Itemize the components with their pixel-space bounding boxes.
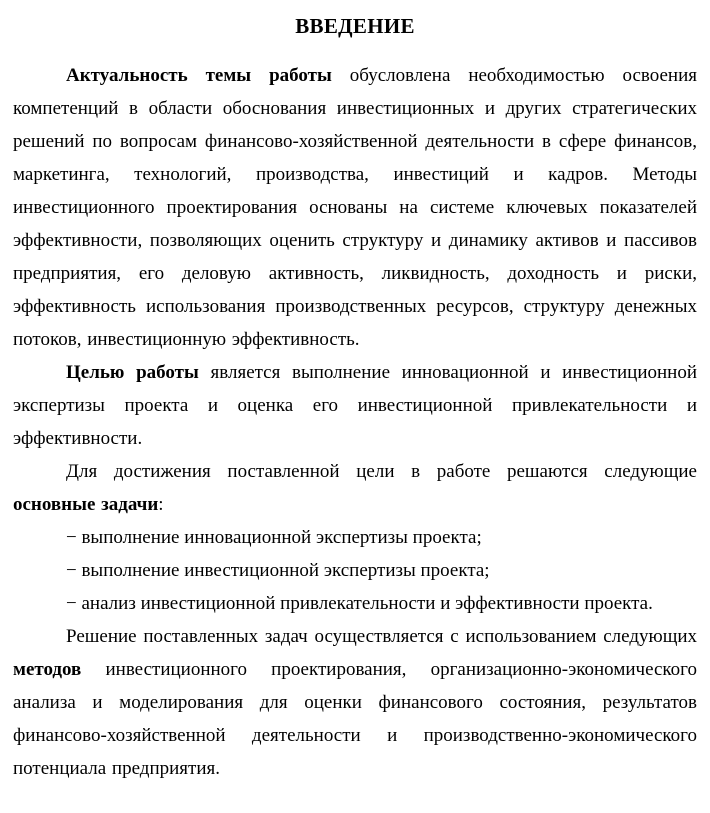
- paragraph-tasks-lead: [13, 455, 697, 521]
- tasks-lead-text-before: Для достижения поставленной цели в работе решаются следующие: [66, 461, 697, 482]
- task-list-item: − выполнение инвестиционной экспертизы проекта;: [66, 560, 490, 581]
- methods-bold: методов: [13, 659, 82, 680]
- task-list: [13, 521, 697, 620]
- task-list-item: − анализ инвестиционной привлекательности и эффективности проекта.: [66, 593, 653, 614]
- relevance-bold-lead: Актуальность темы работы: [66, 65, 332, 86]
- page-title: ВВЕДЕНИЕ: [295, 14, 415, 38]
- relevance-text: обусловлена необходимостью освоения компетенций в области обоснования инвестиционных и других стратегических решений по вопросам финансово-хозяйственной деятельности в сфере финансов, маркетинга, технологий, производства, инвестиций и кадров. Методы инвестиционного проектирования основаны на системе ключевых показателей эффективности, позволяющих оценить структуру и динамику активов и пассивов предприятия, его деловую активность, ликвидность, доходность и риски, эффективность использования производственных ресурсов, структуру денежных потоков, инвестиционную эффективность.: [13, 65, 697, 350]
- tasks-lead-text-after: :: [158, 494, 164, 515]
- task-list-item: − выполнение инновационной экспертизы проекта;: [66, 527, 482, 548]
- methods-text-after: инвестиционного проектирования, организационно-экономического анализа и моделирования для оценки финансового состояния, результатов финансово-хозяйственной деятельности и производственно-экономического потенциала предприятия.: [13, 659, 697, 779]
- goal-text: является выполнение инновационной и инвестиционной экспертизы проекта и оценка его инвестиционной привлекательности и эффективности.: [13, 362, 698, 449]
- methods-text-before: Решение поставленных задач осуществляется с использованием следующих: [66, 626, 697, 647]
- paragraph-relevance: [13, 59, 697, 356]
- paragraph-goal: [13, 356, 697, 455]
- paragraph-methods: [13, 620, 697, 785]
- tasks-lead-bold: основные задачи: [13, 494, 159, 515]
- goal-bold-lead: Целью работы: [66, 362, 199, 383]
